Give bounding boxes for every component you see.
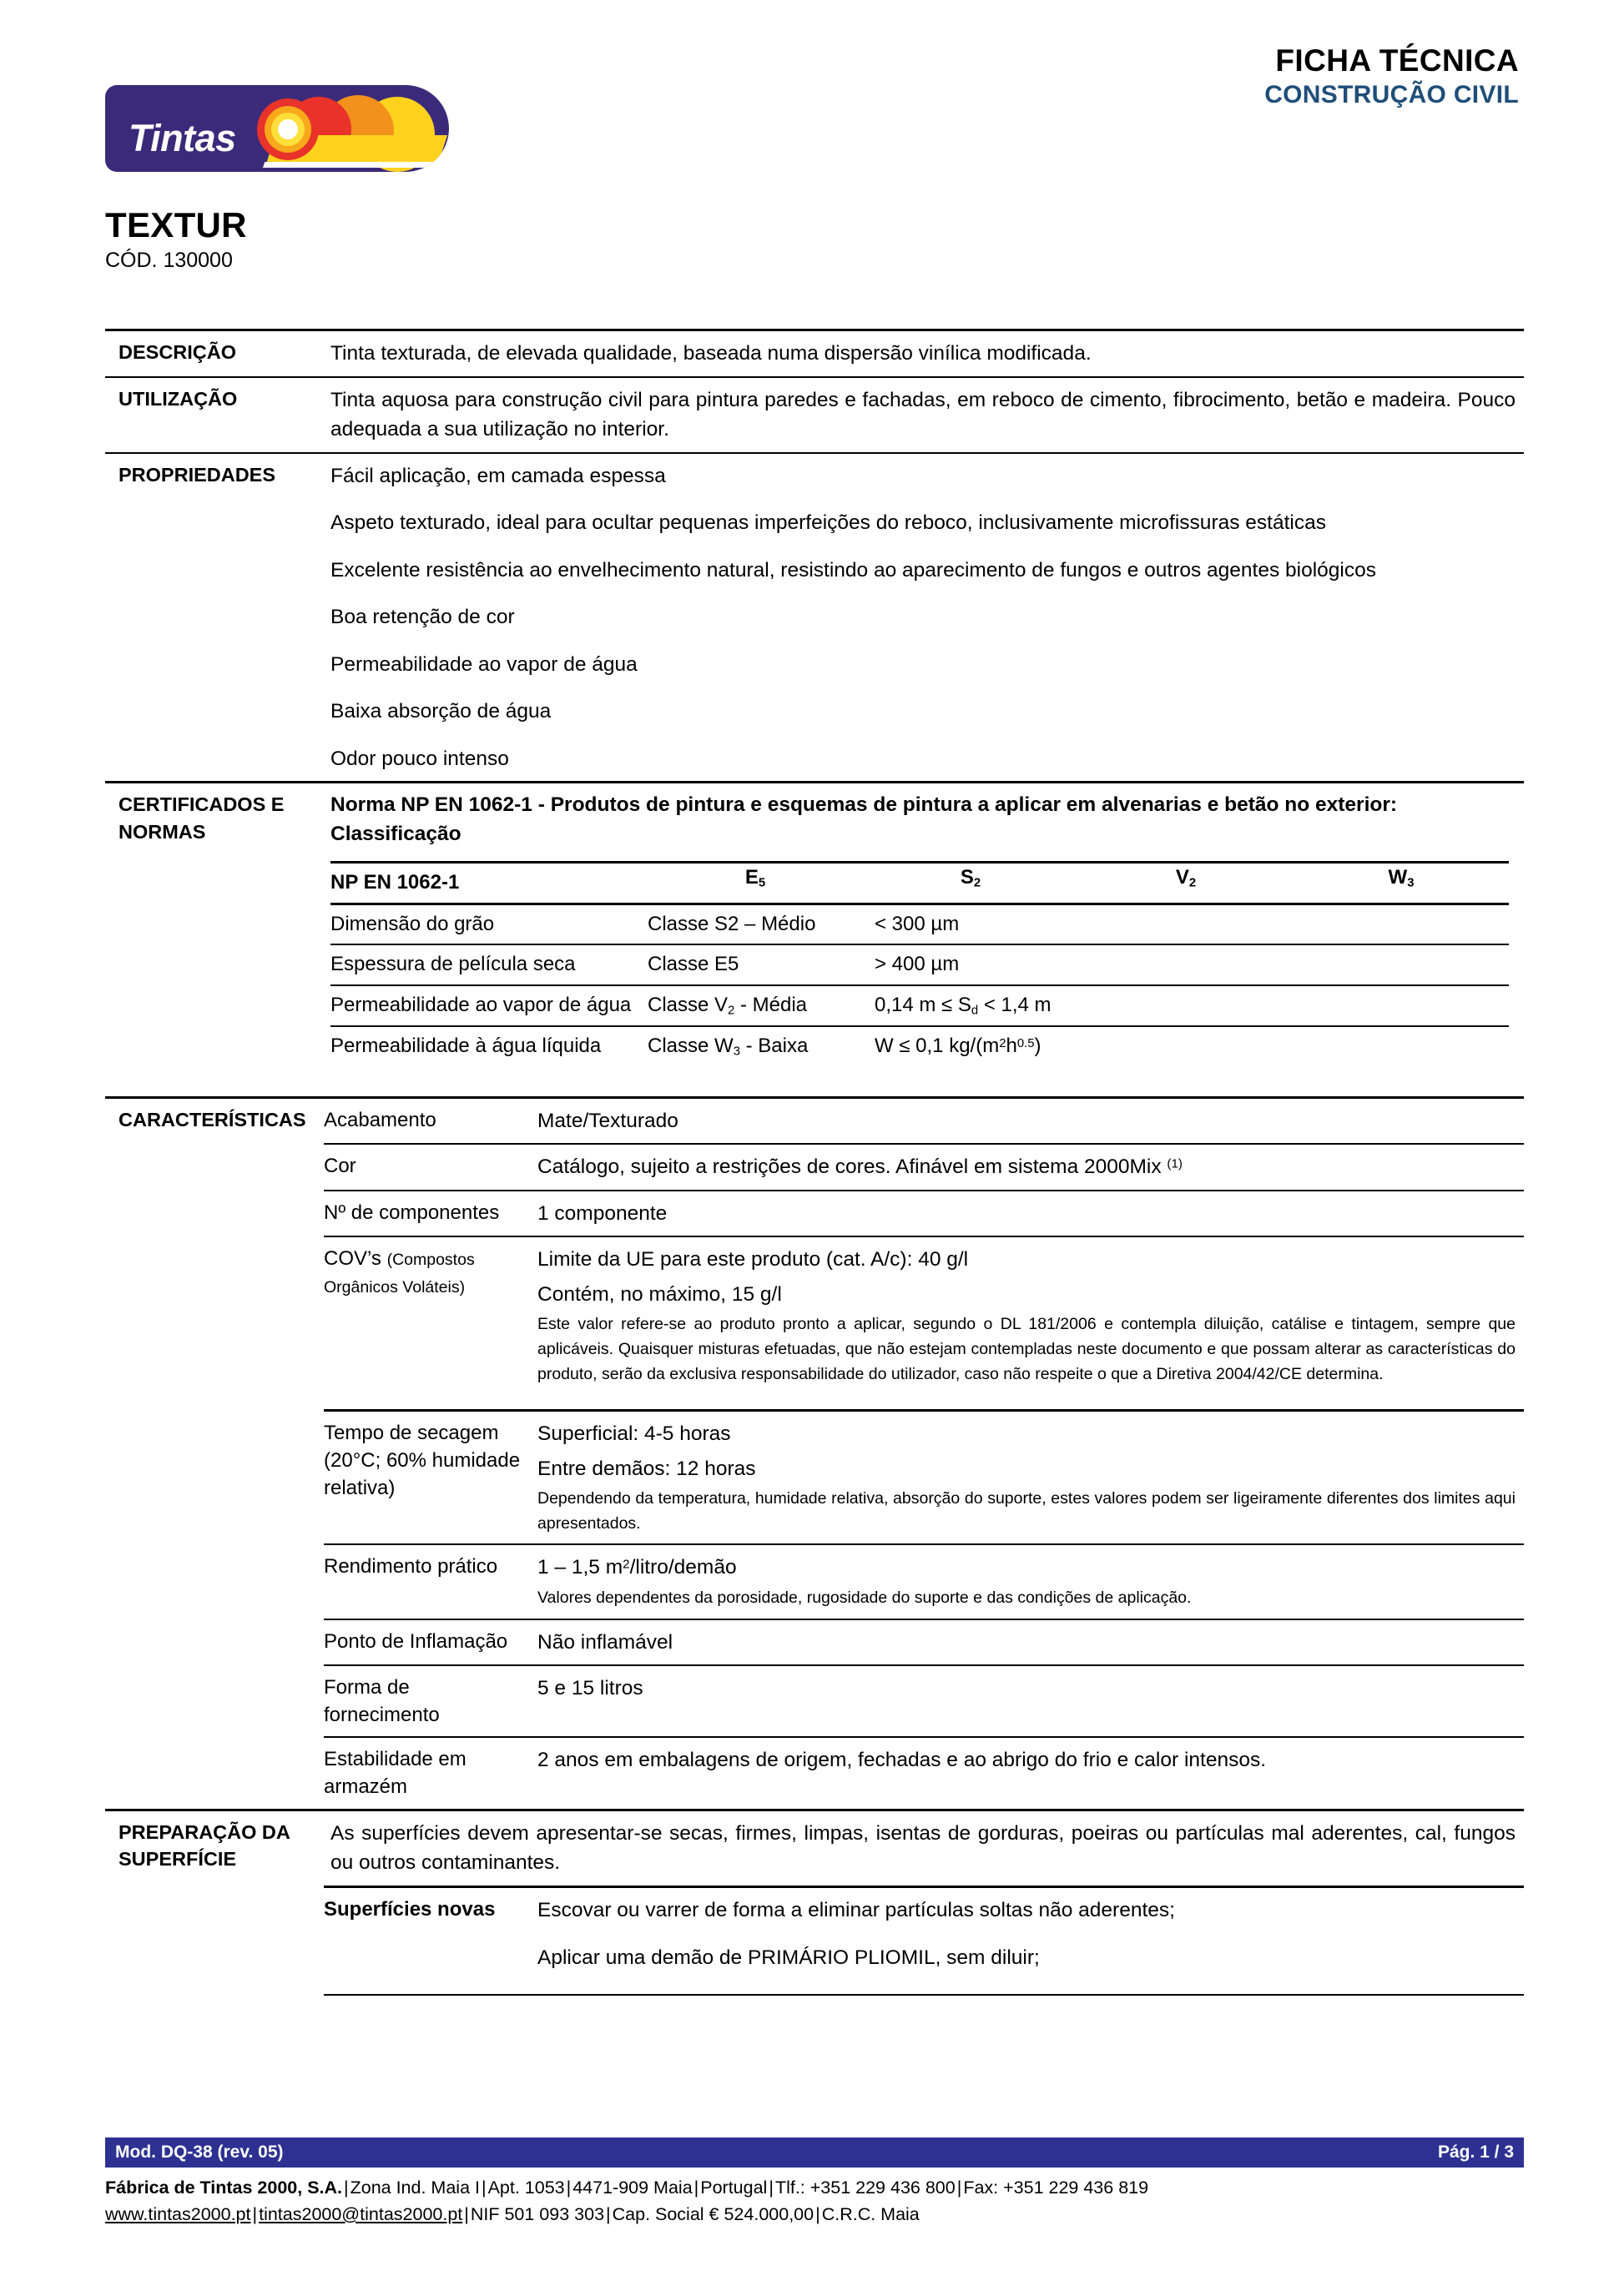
norm-classification-table <box>330 861 1509 1067</box>
value-preparacao <box>320 1811 1524 1996</box>
preparacao-item: Aplicar uma demão de PRIMÁRIO PLIOMIL, sem diluir; <box>537 1946 1040 1970</box>
norm-row-class: Classe $W_3$ - Baixa <box>648 1035 809 1060</box>
label-caracteristicas: CARACTERÍSTICAS <box>119 1108 306 1130</box>
norm-class-v: $V_2$ <box>1175 865 1197 890</box>
footer-mod: Mod. DQ-38 (rev. 05) <box>115 2142 284 2162</box>
norm-row-property: Espessura de película seca <box>330 953 576 976</box>
norm-table-row <box>330 1027 1509 1066</box>
secagem-key-line2: (20°C; 60% humidade <box>324 1449 521 1473</box>
product-code: CÓD. 130000 <box>105 249 233 273</box>
logo-two-core <box>278 119 298 139</box>
value-propriedades <box>320 454 1524 782</box>
caracteristica-key: Nº de componentes <box>324 1201 500 1224</box>
cov-content: Contém, no máximo, 15 g/l <box>537 1282 782 1306</box>
row-utilizacao <box>105 376 1524 452</box>
rendimento-value: 1 – 1,5 $m^2/litro$/demão <box>537 1556 737 1579</box>
cov-note: Este valor refere-se ao produto pronto a aplicar, segundo o DL 181/2006 e contempla diluição, catálise e tintagem, sempre que aplicáveis. Quaisquer misturas efetuadas, que não estejam contempladas neste documento e que possam alterar as características do produto, serão da exclusiva responsabilidade do utilizador, caso não respeite o que a Diretiva 2004/42/CE determina. <box>537 1315 1516 1383</box>
header-titles <box>1264 43 1519 110</box>
footer-capital: Cap. Social € 524.000,00 <box>612 2203 815 2224</box>
norm-row-value: < 300 µm <box>875 912 960 935</box>
caracteristica-row <box>324 1666 1524 1736</box>
cov-limit: Limite da UE para este produto (cat. A/c): 40 g/l <box>537 1248 969 1271</box>
label-certificados-line2: NORMAS <box>119 820 206 843</box>
footer-address-2: Apt. 1053 <box>487 2177 565 2198</box>
label-preparacao-line2: SUPERFÍCIE <box>119 1847 237 1870</box>
norm-heading: Norma NP EN 1062-1 - Produtos de pintura e esquemas de pintura a aplicar em alvenarias e betão no exterior: Classificação <box>330 793 1398 845</box>
footer-fax: Fax: +351 229 436 819 <box>963 2177 1149 2198</box>
caracteristica-key: Ponto de Inflamação <box>324 1629 508 1653</box>
secagem-note: Dependendo da temperatura, humidade relativa, absorção do suporte, estes valores podem ser ligeiramente diferentes dos limites aqui apresentados. <box>537 1489 1516 1533</box>
footer-address-1: Zona Ind. Maia I <box>350 2177 480 2198</box>
caracteristica-value <box>531 1545 1524 1618</box>
secagem-key-line1: Tempo de secagem <box>324 1422 499 1445</box>
footer-page-number: Pág. 1 / 3 <box>1437 2142 1514 2162</box>
norm-class-s: $S_2$ <box>960 865 981 890</box>
norm-table-header <box>330 864 1509 903</box>
row-preparacao <box>105 1809 1524 1996</box>
norm-table-row <box>330 905 1509 944</box>
rendimento-note: Valores dependentes da porosidade, rugosidade do suporte e das condições de aplicação. <box>537 1588 1192 1607</box>
caracteristica-row-rendimento <box>324 1545 1524 1618</box>
caracteristica-value: Não inflamável <box>537 1630 673 1654</box>
caracteristica-row <box>324 1738 1524 1808</box>
logo-underline <box>263 162 441 168</box>
label-utilizacao: UTILIZAÇÃO <box>119 387 238 410</box>
footer-address-4: Portugal <box>700 2177 768 2198</box>
norm-class-w: $W_3$ <box>1388 865 1415 890</box>
footer-company: Fábrica de Tintas 2000, S.A. <box>105 2177 343 2198</box>
document-title: FICHA TÉCNICA <box>1275 43 1519 78</box>
caracteristica-row <box>324 1191 1524 1236</box>
footer-address-3: 4471-909 Maia <box>572 2177 693 2198</box>
preparacao-intro: As superfícies devem apresentar-se secas, firmes, limpas, isentas de gorduras, poeiras ou partículas mal aderentes, cal, fungos ou outros contaminantes. <box>330 1821 1516 1875</box>
cov-label-expansion: (Compostos Orgânicos Voláteis) <box>324 1251 475 1297</box>
caracteristica-row-cov <box>324 1237 1524 1409</box>
label-preparacao-line1: PREPARAÇÃO DA <box>119 1820 290 1843</box>
product-block <box>105 207 247 273</box>
label-certificados-line1: CERTIFICADOS E <box>119 793 285 816</box>
caracteristica-value: 2 anos em embalagens de origem, fechadas e ao abrigo do frio e calor intensos. <box>537 1749 1267 1772</box>
specs-table <box>105 329 1524 1996</box>
propriedade-item: Aspeto texturado, ideal para ocultar pequenas imperfeições do reboco, inclusivamente microfissuras estáticas <box>330 511 1326 535</box>
norm-row-value: 0,14 $m \le S_d < 1,4$ m <box>875 994 1052 1018</box>
value-descricao: Tinta texturada, de elevada qualidade, baseada numa dispersão vinílica modificada. <box>330 342 1092 365</box>
footer-nif: NIF 501 093 303 <box>470 2203 605 2224</box>
caracteristica-key: Rendimento prático <box>324 1555 498 1578</box>
propriedade-item: Baixa absorção de água <box>330 700 552 723</box>
norm-row-value: W ≤ 0,1 $kg/(m^2h^{0.5})$ <box>875 1035 1041 1058</box>
caracteristica-row-secagem <box>324 1412 1524 1543</box>
preparacao-sub-items <box>531 1888 1524 1981</box>
value-certificados <box>320 783 1524 1096</box>
caracteristica-key <box>324 1412 531 1509</box>
caracteristica-key: Acabamento <box>324 1108 436 1131</box>
row-certificados <box>105 781 1524 1096</box>
preparacao-sub-row <box>324 1888 1524 1981</box>
footer-bar <box>105 2137 1524 2168</box>
caracteristica-key: Cor <box>324 1155 356 1178</box>
row-propriedades <box>105 452 1524 782</box>
footer-address-line: Fábrica de Tintas 2000, S.A.|Zona Ind. Maia I|Apt. 1053|4471-909 Maia|Portugal|Tlf.: +351 229 436 800|Fax: +351 229 436 819 <box>105 2177 1149 2198</box>
norm-row-property: Permeabilidade à água líquida <box>330 1035 602 1058</box>
norm-row-property: Dimensão do grão <box>330 912 495 935</box>
norm-class-e: $E_5$ <box>744 865 766 890</box>
caracteristica-value: 1 componente <box>537 1201 668 1225</box>
page-header <box>105 43 1519 169</box>
row-caracteristicas <box>105 1096 1524 1809</box>
caracteristica-key: Forma de fornecimento <box>324 1676 440 1727</box>
caracteristica-value: Mate/Texturado <box>537 1109 678 1132</box>
caracteristica-value <box>531 1237 1524 1409</box>
norm-row-class: Classe E5 <box>648 953 739 976</box>
cov-label: COV’s <box>324 1247 381 1271</box>
caracteristica-value <box>531 1412 1524 1543</box>
propriedade-item: Odor pouco intenso <box>330 747 509 770</box>
norm-row-class: Classe S2 – Médio <box>648 912 816 935</box>
footer-email-link[interactable]: tintas2000@tintas2000.pt <box>259 2203 463 2224</box>
page-footer <box>105 2137 1524 2228</box>
footer-phone: Tlf.: +351 229 436 800 <box>774 2177 956 2198</box>
caracteristica-row <box>324 1620 1524 1665</box>
secagem-entre-demaos: Entre demãos: 12 horas <box>537 1457 756 1480</box>
footer-website-link[interactable]: www.tintas2000.pt <box>105 2203 251 2224</box>
norm-header-label: NP EN 1062-1 <box>330 870 460 894</box>
propriedade-item: Excelente resistência ao envelhecimento natural, resistindo ao aparecimento de fungos e outros agentes biológicos <box>330 558 1376 582</box>
norm-table-row <box>330 945 1509 984</box>
document-subtitle: CONSTRUÇÃO CIVIL <box>1264 81 1519 109</box>
caracteristica-value: 5 e 15 litros <box>537 1677 643 1700</box>
value-utilizacao: Tinta aquosa para construção civil para pintura paredes e fachadas, em reboco de cimento, fibrocimento, betão e madeira. Pouco adequada a sua utilização no interior. <box>330 388 1516 441</box>
row-descricao <box>105 329 1524 376</box>
product-name: TEXTUR <box>105 205 247 244</box>
norm-row-value: > 400 µm <box>875 953 960 976</box>
caracteristica-key: Estabilidade em armazém <box>324 1748 467 1799</box>
label-descricao: DESCRIÇÃO <box>119 341 237 363</box>
propriedade-item: Boa retenção de cor <box>330 606 515 629</box>
propriedade-item: Permeabilidade ao vapor de água <box>330 652 638 676</box>
caracteristica-row <box>324 1145 1524 1190</box>
label-preparacao <box>105 1811 320 1881</box>
norm-row-property: Permeabilidade ao vapor de água <box>330 994 632 1017</box>
caracteristica-key <box>324 1237 531 1307</box>
norm-row-class: Classe $V_2$ - Média <box>648 994 808 1018</box>
preparacao-item: Escovar ou varrer de forma a eliminar partículas soltas não aderentes; <box>537 1898 1175 1921</box>
label-certificados <box>105 783 320 853</box>
secagem-key-line3: relativa) <box>324 1477 396 1500</box>
footer-crc: C.R.C. Maia <box>821 2203 920 2224</box>
footer-legal-line: www.tintas2000.pt|tintas2000@tintas2000.pt|NIF 501 093 303|Cap. Social € 524.000,00|C.R.C. Maia <box>105 2203 920 2224</box>
tintas2000-logo <box>105 85 449 172</box>
label-propriedades: PROPRIEDADES <box>119 463 276 486</box>
value-caracteristicas <box>320 1099 1524 1809</box>
logo-wordmark: Tintas <box>129 117 236 159</box>
propriedade-item: Fácil aplicação, em camada espessa <box>330 464 666 487</box>
norm-table-row <box>330 986 1509 1025</box>
caracteristica-value: Catálogo, sujeito a restrições de cores. Afinável em sistema 2000Mix $^{(1)}$ <box>537 1156 1183 1179</box>
secagem-superficial: Superficial: 4-5 horas <box>537 1422 731 1446</box>
logo-2000-graphic <box>260 88 449 172</box>
caracteristica-row <box>324 1099 1524 1144</box>
preparacao-sub-label: Superfícies novas <box>324 1897 496 1921</box>
